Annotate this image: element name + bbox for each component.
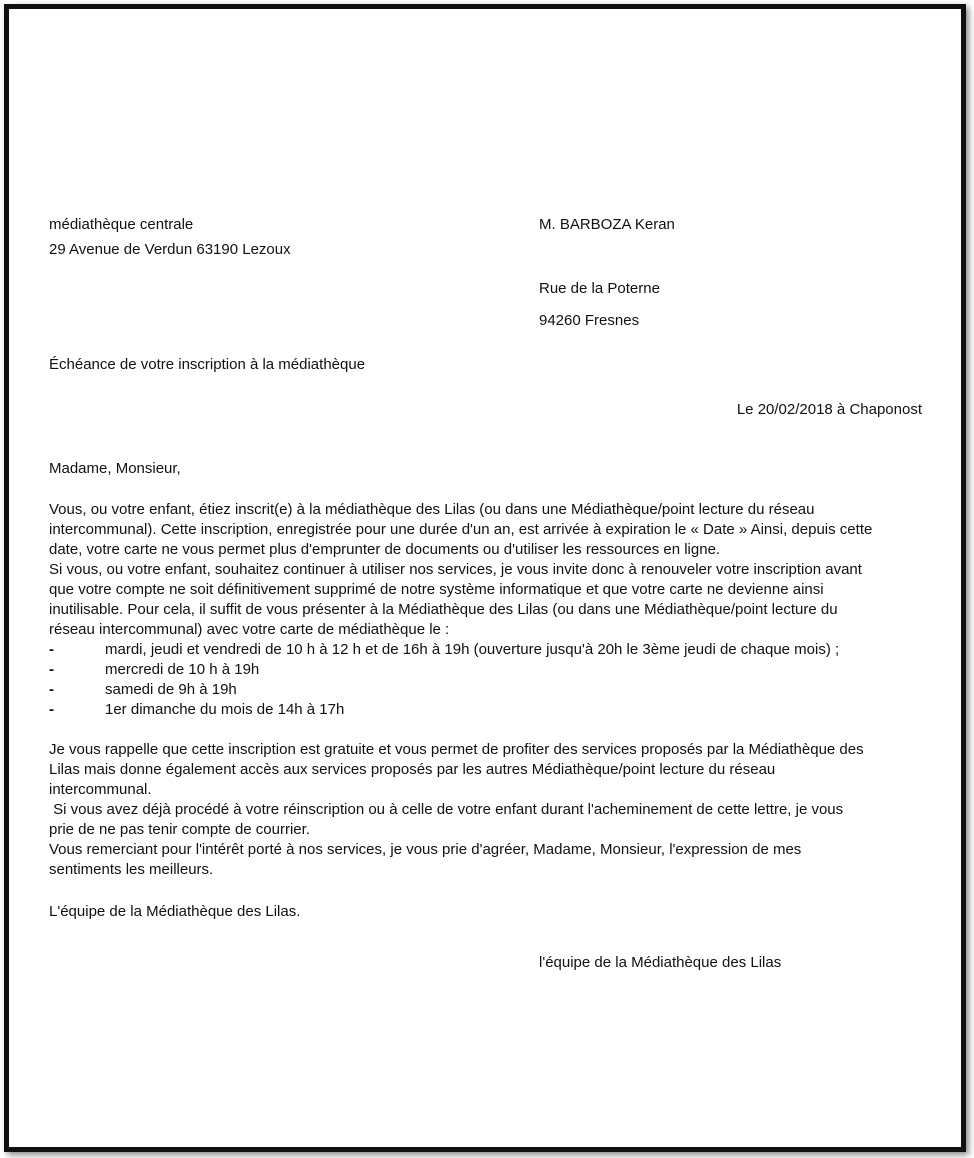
bullet-marker: - — [49, 641, 54, 658]
paragraph-line: que votre compte ne soit définitivement supprimé de notre système informatique et que votre carte ne devienne ainsi — [49, 581, 824, 598]
closing-team: L'équipe de la Médiathèque des Lilas. — [49, 903, 301, 920]
salutation: Madame, Monsieur, — [49, 460, 181, 477]
bullet-marker: - — [49, 701, 54, 718]
paragraph-line: inutilisable. Pour cela, il suffit de vous présenter à la Médiathèque des Lilas (ou dans une Médiathèque/point lecture du — [49, 601, 838, 618]
recipient-name: M. BARBOZA Keran — [539, 216, 675, 233]
recipient-city: 94260 Fresnes — [539, 312, 640, 329]
sender-address: 29 Avenue de Verdun 63190 Lezoux — [49, 241, 291, 258]
paragraph-line: Vous, ou votre enfant, étiez inscrit(e) à la médiathèque des Lilas (ou dans une Médiathèque/point lecture du réseau — [49, 501, 815, 518]
paragraph-line: Vous remerciant pour l'intérêt porté à nos services, je vous prie d'agréer, Madame, Monsieur, l'expression de mes — [49, 841, 802, 858]
letter-date: Le 20/02/2018 à Chaponost — [736, 401, 922, 418]
paragraph-line: date, votre carte ne vous permet plus d'emprunter de documents ou d'utiliser les ressources en ligne. — [49, 541, 721, 558]
paragraph-line: Si vous, ou votre enfant, souhaitez continuer à utiliser nos services, je vous invite donc à renouveler votre inscription avant — [49, 561, 862, 578]
paragraph-line: intercommunal). Cette inscription, enregistrée pour une durée d'un an, est arrivée à expiration le « Date » Ainsi, depuis cette — [49, 521, 873, 538]
paragraph-line: intercommunal. — [49, 781, 152, 798]
schedule-text: samedi de 9h à 19h — [105, 681, 237, 698]
recipient-street: Rue de la Poterne — [539, 280, 660, 297]
paragraph-line: Je vous rappelle que cette inscription est gratuite et vous permet de profiter des services proposés par la Médiathèque des — [49, 741, 864, 758]
paragraph-reminder — [49, 740, 929, 880]
signature: l'équipe de la Médiathèque des Lilas — [539, 954, 782, 971]
schedule-text: 1er dimanche du mois de 14h à 17h — [105, 701, 345, 718]
sender-name: médiathèque centrale — [49, 216, 194, 233]
schedule-text: mercredi de 10 h à 19h — [105, 661, 260, 678]
paragraph-expiration — [49, 500, 929, 640]
paragraph-line: sentiments les meilleurs. — [49, 861, 214, 878]
bullet-marker: - — [49, 681, 54, 698]
paragraph-line: Si vous avez déjà procédé à votre réinscription ou à celle de votre enfant durant l'acheminement de cette lettre, je vous — [49, 801, 844, 818]
paragraph-line: Lilas mais donne également accès aux services proposés par les autres Médiathèque/point lecture du réseau — [49, 761, 776, 778]
schedule-text: mardi, jeudi et vendredi de 10 h à 12 h et de 16h à 19h (ouverture jusqu'à 20h le 3ème jeudi de chaque mois) ; — [105, 641, 840, 658]
bullet-marker: - — [49, 661, 54, 678]
paragraph-line: réseau intercommunal) avec votre carte de médiathèque le : — [49, 621, 450, 638]
letter-subject: Échéance de votre inscription à la médiathèque — [49, 356, 366, 373]
paragraph-line: prie de ne pas tenir compte de courrier. — [49, 821, 310, 838]
